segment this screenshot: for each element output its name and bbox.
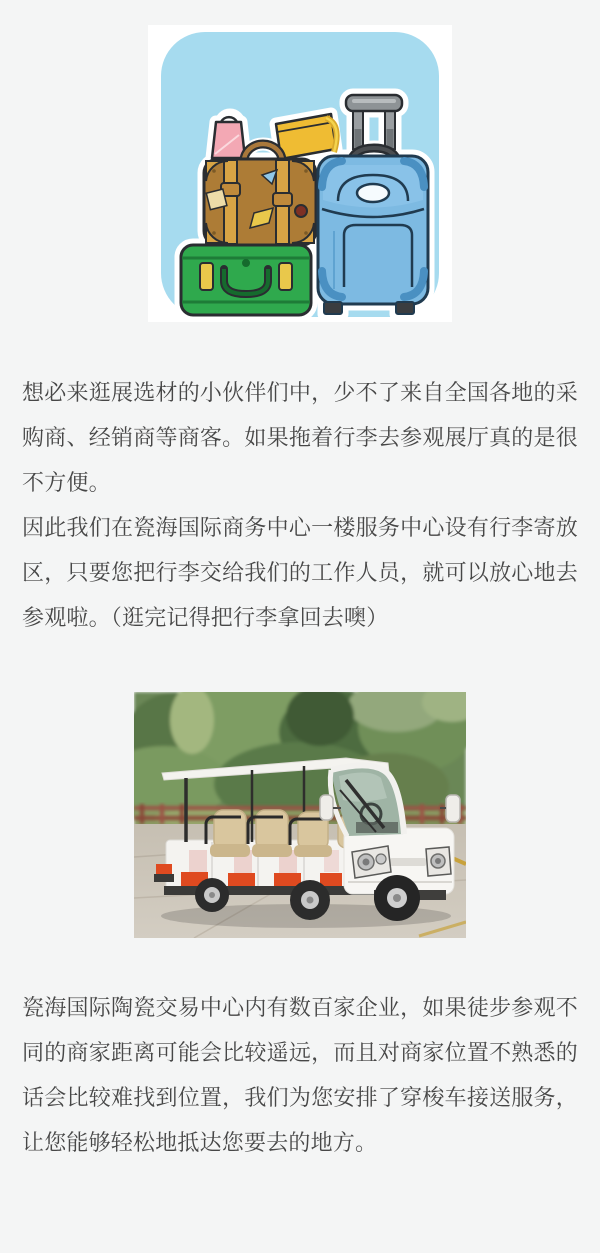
luggage-illustration[interactable] — [148, 25, 452, 322]
paragraph-luggage-service: 因此我们在瓷海国际商务中心一楼服务中心设有行李寄放区，只要您把行李交给我们的工作人员，就可以放心地去参观啦。（逛完记得把行李拿回去噢） — [22, 515, 578, 630]
blue-trolley-icon — [318, 156, 428, 314]
paragraph-intro: 想必来逛展选材的小伙伴们中，少不了来自全国各地的采购商、经销商等商客。如果拖着行李去参观展厅真的是很不方便。 — [22, 380, 578, 495]
pink-bag-icon — [212, 117, 245, 158]
article-section-luggage — [0, 370, 600, 640]
luggage-drawing — [148, 25, 452, 322]
paragraph-shuttle-service: 瓷海国际陶瓷交易中心内有数百家企业，如果徒步参观不同的商家距离可能会比较遥远，而且对商家位置不熟悉的话会比较难找到位置，我们为您安排了穿梭车接送服务，让您能够轻松地抵达您要去的地方。 — [22, 995, 578, 1155]
shuttle-bus-photo[interactable] — [134, 692, 466, 938]
shuttle-bus-drawing — [134, 692, 466, 938]
green-suitcase-icon — [181, 245, 311, 315]
article-section-shuttle — [0, 985, 600, 1165]
right-mirror-icon — [446, 795, 460, 822]
brown-suitcase-icon — [204, 159, 316, 245]
windshield — [330, 765, 404, 836]
article-page — [0, 25, 600, 1253]
left-mirror-icon — [320, 795, 333, 820]
